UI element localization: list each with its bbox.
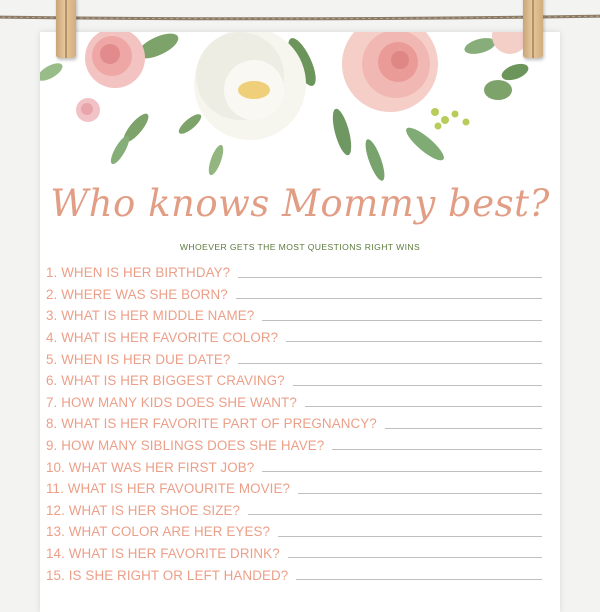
- question-label: 14. WHAT IS HER FAVORITE DRINK?: [46, 545, 280, 561]
- question-item: [46, 346, 542, 368]
- question-label: 15. IS SHE RIGHT OR LEFT HANDED?: [46, 567, 289, 583]
- answer-line[interactable]: [238, 277, 542, 278]
- answer-line[interactable]: [278, 536, 542, 537]
- question-item: [46, 519, 542, 541]
- question-label: 13. WHAT COLOR ARE HER EYES?: [46, 524, 271, 540]
- question-item: [46, 411, 542, 433]
- question-item: [46, 476, 542, 498]
- question-item: [46, 303, 542, 325]
- answer-line[interactable]: [286, 341, 542, 342]
- question-label: 9. HOW MANY SIBLINGS DOES SHE HAVE?: [46, 437, 325, 453]
- question-label: 3. WHAT IS HER MIDDLE NAME?: [46, 308, 255, 324]
- subtitle: WHOEVER GETS THE MOST QUESTIONS RIGHT WINS: [179, 242, 421, 252]
- answer-line[interactable]: [293, 385, 542, 386]
- answer-line[interactable]: [262, 471, 542, 472]
- page-title: Who knows Mommy best?: [50, 182, 550, 225]
- question-item: [46, 454, 542, 476]
- answer-line[interactable]: [332, 449, 542, 450]
- question-item: [46, 498, 542, 520]
- answer-line[interactable]: [298, 493, 542, 494]
- answer-line[interactable]: [238, 363, 542, 364]
- clothespin-left: [56, 0, 76, 58]
- question-label: 7. HOW MANY KIDS DOES SHE WANT?: [46, 394, 297, 410]
- question-label: 6. WHAT IS HER BIGGEST CRAVING?: [46, 373, 285, 389]
- question-label: 11. WHAT IS HER FAVOURITE MOVIE?: [46, 481, 291, 497]
- question-list: [46, 260, 542, 584]
- question-item: [46, 260, 542, 282]
- answer-line[interactable]: [262, 320, 542, 321]
- clothespin-right: [523, 0, 543, 58]
- question-label: 2. WHERE WAS SHE BORN?: [46, 286, 228, 302]
- answer-line[interactable]: [248, 514, 542, 515]
- answer-line[interactable]: [385, 428, 542, 429]
- question-item: [46, 368, 542, 390]
- question-item: [46, 390, 542, 412]
- question-item: [46, 433, 542, 455]
- answer-line[interactable]: [236, 298, 542, 299]
- question-label: 8. WHAT IS HER FAVORITE PART OF PREGNANCY?: [46, 416, 377, 432]
- question-label: 10. WHAT WAS HER FIRST JOB?: [46, 459, 255, 475]
- answer-line[interactable]: [288, 557, 542, 558]
- printable-sheet: [40, 32, 560, 612]
- question-label: 4. WHAT IS HER FAVORITE COLOR?: [46, 329, 279, 345]
- question-item: [46, 325, 542, 347]
- answer-line[interactable]: [296, 579, 542, 580]
- answer-line[interactable]: [305, 406, 542, 407]
- floral-header-decoration: [40, 32, 560, 202]
- twine: [0, 14, 600, 22]
- question-label: 12. WHAT IS HER SHOE SIZE?: [46, 502, 241, 518]
- question-label: 1. WHEN IS HER BIRTHDAY?: [46, 265, 231, 281]
- question-item: [46, 282, 542, 304]
- question-label: 5. WHEN IS HER DUE DATE?: [46, 351, 231, 367]
- question-item: [46, 541, 542, 563]
- question-item: [46, 562, 542, 584]
